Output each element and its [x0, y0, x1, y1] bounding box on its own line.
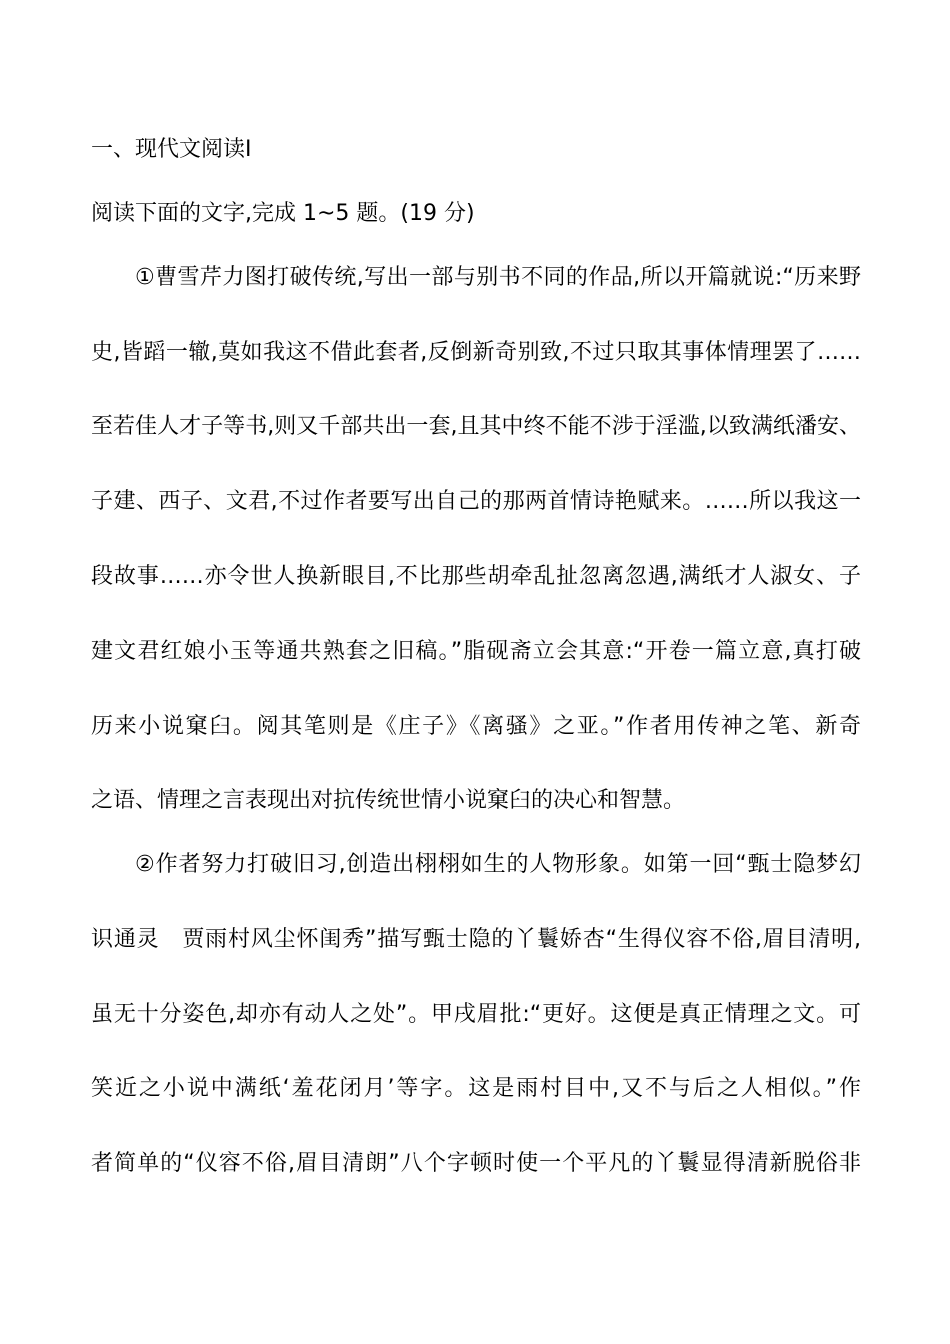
paragraph-1-line-3: 至若佳人才子等书,则又千部共出一套,且其中终不能不涉于淫滥,以致满纸潘安、 — [91, 414, 861, 439]
paragraph-1-line-1: ①曹雪芹力图打破传统,写出一部与别书不同的作品,所以开篇就说:“历来野 — [135, 265, 861, 290]
paragraph-2-line-4: 笑近之小说中满纸‘羞花闭月’等字。这是雨村目中,又不与后之人相似。”作 — [91, 1076, 861, 1101]
paragraph-1-line-5: 段故事……亦令世人换新眼目,不比那些胡牵乱扯忽离忽遇,满纸才人淑女、子 — [91, 564, 861, 589]
paragraph-1-line-8: 之语、情理之言表现出对抗传统世情小说窠臼的决心和智慧。 — [91, 788, 686, 813]
paragraph-1-line-6: 建文君红娘小玉等通共熟套之旧稿。”脂砚斋立会其意:“开卷一篇立意,真打破 — [91, 639, 861, 664]
paragraph-1-line-4: 子建、西子、文君,不过作者要写出自己的那两首情诗艳赋来。……所以我这一 — [91, 489, 861, 514]
paragraph-2-line-1: ②作者努力打破旧习,创造出栩栩如生的人物形象。如第一回“甄士隐梦幻 — [135, 852, 861, 877]
paragraph-1-line-2: 史,皆蹈一辙,莫如我这不借此套者,反倒新奇别致,不过只取其事体情理罢了…… — [91, 340, 861, 365]
paragraph-2-line-5: 者简单的“仪容不俗,眉目清朗”八个字顿时使一个平凡的丫鬟显得清新脱俗非 — [91, 1151, 861, 1176]
paragraph-2-line-3: 虽无十分姿色,却亦有动人之处”。甲戌眉批:“更好。这便是真正情理之文。可 — [91, 1002, 861, 1027]
instruction-text: 阅读下面的文字,完成 1~5 题。(19 分) — [91, 201, 475, 226]
section-title: 一、现代文阅读Ⅰ — [91, 137, 252, 162]
paragraph-1-line-7: 历来小说窠臼。阅其笔则是《庄子》《离骚》之亚。”作者用传神之笔、新奇 — [91, 714, 861, 739]
paragraph-2-line-2: 识通灵 贾雨村风尘怀闺秀”描写甄士隐的丫鬟娇杏“生得仪容不俗,眉目清明, — [91, 927, 861, 952]
